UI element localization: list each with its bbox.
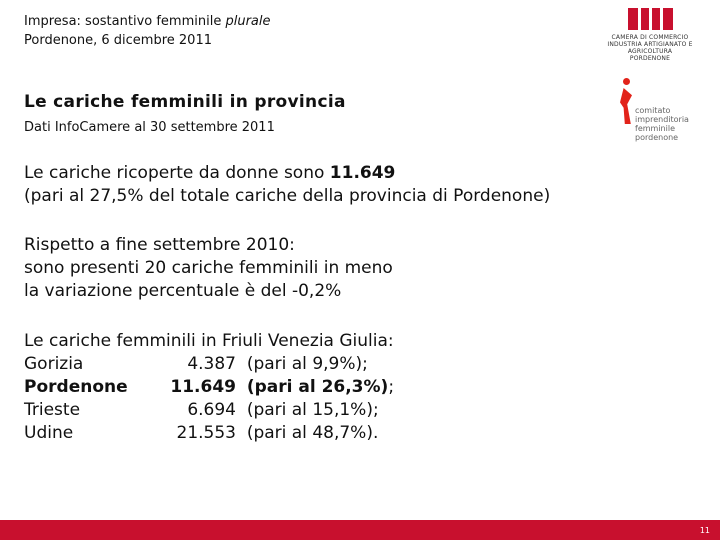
province-share: (pari al 48,7%).	[246, 423, 379, 443]
province-share-tail: ;	[388, 377, 395, 397]
chamber-logo-text-3: PORDENONE	[629, 55, 671, 62]
footer-bar	[0, 520, 720, 540]
slide-title: Le cariche femminili in provincia	[24, 92, 346, 112]
province-value: 21.553	[176, 423, 236, 443]
data-source: Dati InfoCamere al 30 settembre 2011	[24, 120, 275, 135]
province-value: 6.694	[187, 400, 236, 420]
province-value: 11.649	[170, 377, 236, 397]
comparison-heading: Rispetto a fine settembre 2010:	[24, 235, 295, 255]
province-row	[24, 353, 394, 376]
province-name: Udine	[24, 423, 74, 443]
committee-logo	[620, 78, 689, 142]
province-row	[24, 376, 394, 399]
province-row	[24, 422, 394, 445]
chamber-logo-icon	[588, 8, 712, 30]
header-topic-italic: plurale	[225, 14, 271, 29]
committee-figure-icon	[620, 78, 632, 130]
regional-heading: Le cariche femminili in Friuli Venezia Giulia:	[24, 331, 394, 351]
chamber-logo-text-2: INDUSTRIA ARTIGIANATO E AGRICOLTURA	[607, 41, 693, 55]
page-number: 11	[699, 526, 710, 535]
total-charges-share: (pari al 27,5% del totale cariche della provincia di Pordenone)	[24, 186, 551, 206]
province-name: Trieste	[24, 400, 81, 420]
total-charges-value: 11.649	[329, 163, 396, 183]
comparison-difference: sono presenti 20 cariche femminili in meno	[24, 258, 393, 278]
province-row	[24, 399, 394, 422]
chamber-logo-text-1: CAMERA DI COMMERCIO	[611, 34, 689, 41]
comparison-variation: la variazione percentuale è del -0,2%	[24, 281, 342, 301]
header-line-1	[24, 12, 271, 31]
regional-breakdown-block	[24, 330, 394, 445]
province-share: (pari al 15,1%);	[246, 400, 379, 420]
province-share: (pari al 26,3%)	[246, 377, 389, 397]
header-topic: Impresa: sostantivo femminile	[24, 14, 226, 29]
total-charges-block	[24, 162, 550, 208]
presentation-header	[24, 12, 271, 50]
header-date: Pordenone, 6 dicembre 2011	[24, 33, 212, 48]
committee-logo-text: comitato imprenditoria femminile pordenone	[635, 106, 689, 142]
province-value: 4.387	[187, 354, 236, 374]
province-share: (pari al 9,9%);	[246, 354, 368, 374]
province-name: Pordenone	[24, 377, 128, 397]
total-charges-line: Le cariche ricoperte da donne sono 11.649	[24, 163, 396, 183]
province-name: Gorizia	[24, 354, 84, 374]
yearly-comparison-block	[24, 234, 393, 303]
chamber-of-commerce-logo	[588, 8, 712, 62]
